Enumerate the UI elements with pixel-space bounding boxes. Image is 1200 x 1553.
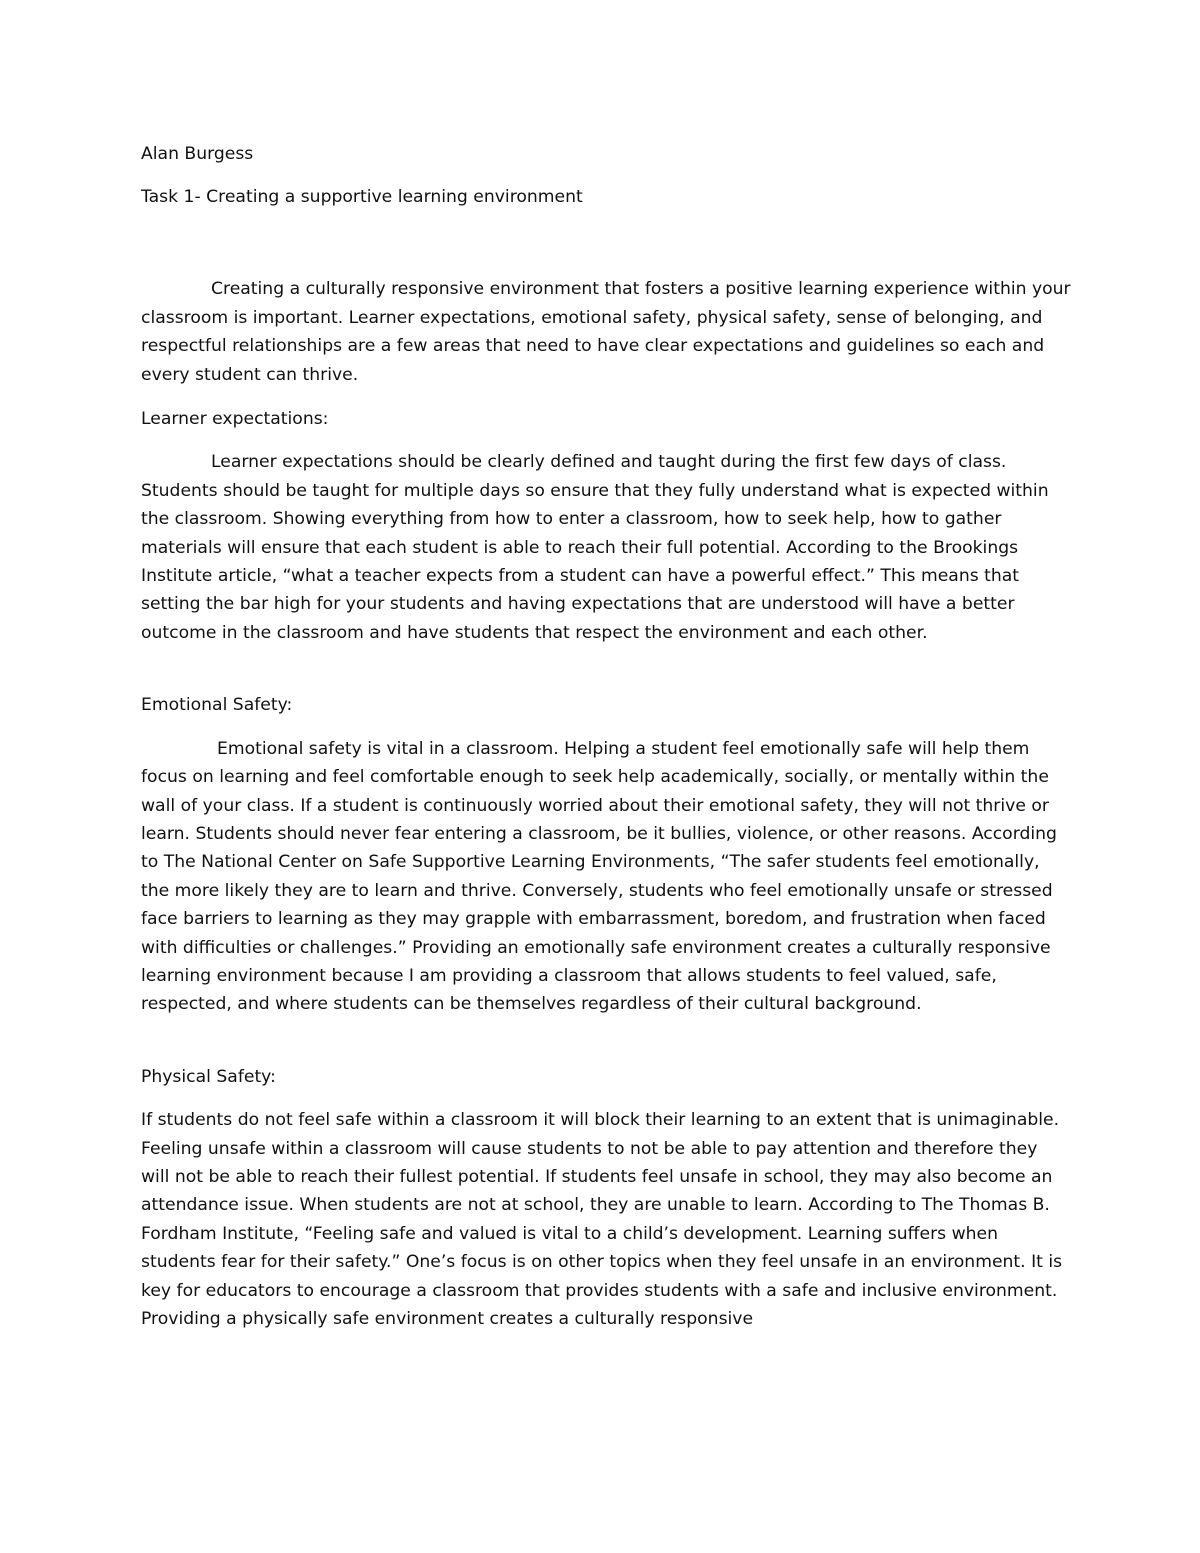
section-body-emotional-safety: Emotional safety is vital in a classroom. Helping a student feel emotionally safe will help them focus on learning and feel comfortable enough to seek help academically, socially, or mentally within the wall of your class. If a student is continuously worried about their emotional safety, they will not thrive or learn. Students should never fear entering a classroom, be it bullies, violence, or other reasons. According to The National Center on Safe Supportive Learning Environments, “The safer students feel emotionally, the more likely they are to learn and thrive. Conversely, students who feel emotionally unsafe or stressed face barriers to learning as they may grapple with embarrassment, boredom, and frustration when faced with difficulties or challenges.” Providing an emotionally safe environment creates a culturally responsive learning environment because I am providing a classroom that allows students to feel valued, safe, respected, and where students can be themselves regardless of their cultural background. xyxy=(141,738,1057,1015)
section-heading-physical-safety: Physical Safety: xyxy=(141,1066,276,1087)
section-heading-learner-expectations: Learner expectations: xyxy=(141,409,329,430)
document-page xyxy=(141,140,1071,1333)
section-body-physical-safety: If students do not feel safe within a classroom it will block their learning to an extent that is unimaginable. Feeling unsafe within a classroom will cause students to not be able to pay attention and therefore they will not be able to reach their fullest potential. If students feel unsafe in school, they may also become an attendance issue. When students are not at school, they are unable to learn. According to The Thomas B. Fordham Institute, “Feeling safe and valued is vital to a child’s development. Learning suffers when students fear for their safety.” One’s focus is on other topics when they feel unsafe in an environment. It is key for educators to encourage a classroom that provides students with a safe and inclusive environment. Providing a physically safe environment creates a culturally responsive xyxy=(141,1110,1063,1329)
document-title: Task 1- Creating a supportive learning environment xyxy=(141,187,583,207)
section-heading-emotional-safety: Emotional Safety: xyxy=(141,695,293,716)
intro-paragraph: Creating a culturally responsive environment that fosters a positive learning experience within your classroom is important. Learner expectations, emotional safety, physical safety, sense of belonging, and respectful relationships are a few areas that need to have clear expectations and guidelines so each and every student can thrive. xyxy=(141,279,1071,385)
author-name: Alan Burgess xyxy=(141,144,254,164)
section-body-learner-expectations: Learner expectations should be clearly defined and taught during the first few days of class. Students should be taught for multiple days so ensure that they fully understand what is expected within the classroom. Showing everything from how to enter a classroom, how to seek help, how to gather materials will ensure that each student is able to reach their full potential. According to the Brookings Institute article, “what a teacher expects from a student can have a powerful effect.” This means that setting the bar high for your students and having expectations that are understood will have a better outcome in the classroom and have students that respect the environment and each other. xyxy=(141,452,1049,643)
